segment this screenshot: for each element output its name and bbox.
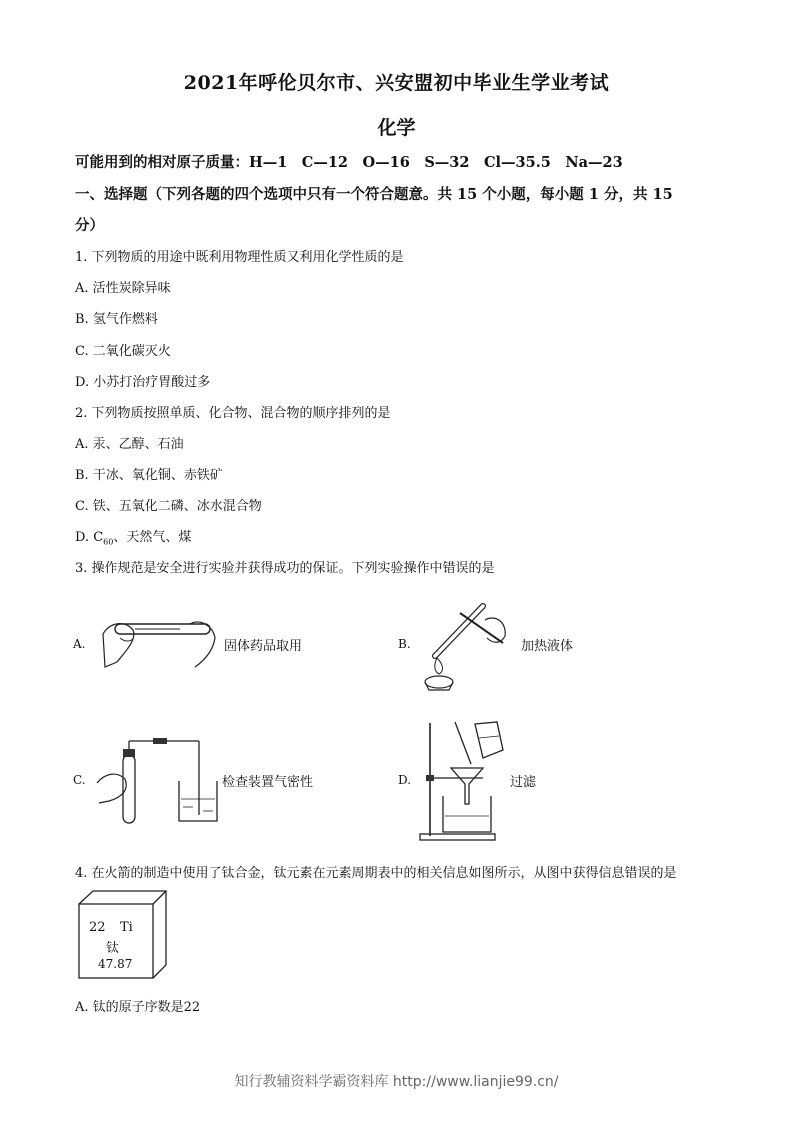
q1-option-a: A. 活性炭除异味 (75, 281, 171, 296)
q1-option-d: D. 小苏打治疗胃酸过多 (75, 375, 211, 390)
q3-label-a: A. (73, 637, 86, 651)
exam-title: 2021年呼伦贝尔市、兴安盟初中毕业生学业考试 (183, 72, 610, 94)
figure-airtightness-check (95, 733, 225, 828)
section-heading-line2: 分） (75, 217, 104, 234)
q1-option-c: C. 二氧化碳灭火 (75, 344, 171, 359)
q2-option-b: B. 干冰、氧化铜、赤铁矿 (75, 468, 223, 483)
q2-option-a: A. 汞、乙醇、石油 (75, 437, 184, 452)
exam-subject: 化学 (377, 117, 416, 139)
q2-stem: 2. 下列物质按照单质、化合物、混合物的顺序排列的是 (75, 406, 391, 421)
q3-label-b: B. (398, 637, 411, 651)
figure-filtration (415, 718, 510, 846)
element-atomic-mass: 47.87 (98, 957, 133, 971)
q4-stem: 4. 在火箭的制造中使用了钛合金，钛元素在元素周期表中的相关信息如图所示，从图中获得信息错误的是 (75, 866, 677, 881)
element-name: 钛 (106, 941, 120, 956)
atomic-masses: 可能用到的相对原子质量：H—1 C—12 O—16 S—32 Cl—35.5 Na—23 (75, 154, 623, 171)
q2-option-d-prefix: D. C (75, 530, 104, 545)
page-footer: 知行教辅资料学霸资料库 http://www.lianjie99.cn/ (234, 1074, 559, 1090)
q2-option-c: C. 铁、五氧化二磷、冰水混合物 (75, 499, 262, 514)
q3-label-d: D. (398, 773, 412, 787)
q3-caption-a: 固体药品取用 (224, 639, 303, 654)
q1-option-b: B. 氢气作燃料 (75, 312, 158, 327)
q3-label-c: C. (73, 773, 86, 787)
q2-option-d-rest: 、天然气、煤 (113, 530, 192, 545)
q2-option-d-subscript: 60 (103, 537, 114, 547)
q3-stem: 3. 操作规范是安全进行实验并获得成功的保证。下列实验操作中错误的是 (75, 561, 495, 576)
q3-caption-b: 加热液体 (521, 639, 574, 654)
section-heading-line1: 一、选择题（下列各题的四个选项中只有一个符合题意。共 15 个小题，每小题 1 分，共 15 (75, 186, 673, 203)
q3-caption-c: 检查装置气密性 (222, 775, 314, 790)
q3-caption-d: 过滤 (510, 775, 537, 790)
element-symbol: Ti (120, 920, 133, 935)
q2-option-d (75, 526, 191, 547)
q1-stem: 1. 下列物质的用途中既利用物理性质又利用化学性质的是 (75, 250, 404, 265)
element-atomic-number: 22 (89, 920, 106, 935)
figure-heating-liquid (415, 598, 515, 696)
q4-option-a: A. 钛的原子序数是22 (75, 1000, 201, 1015)
figure-solid-reagent (95, 612, 220, 672)
